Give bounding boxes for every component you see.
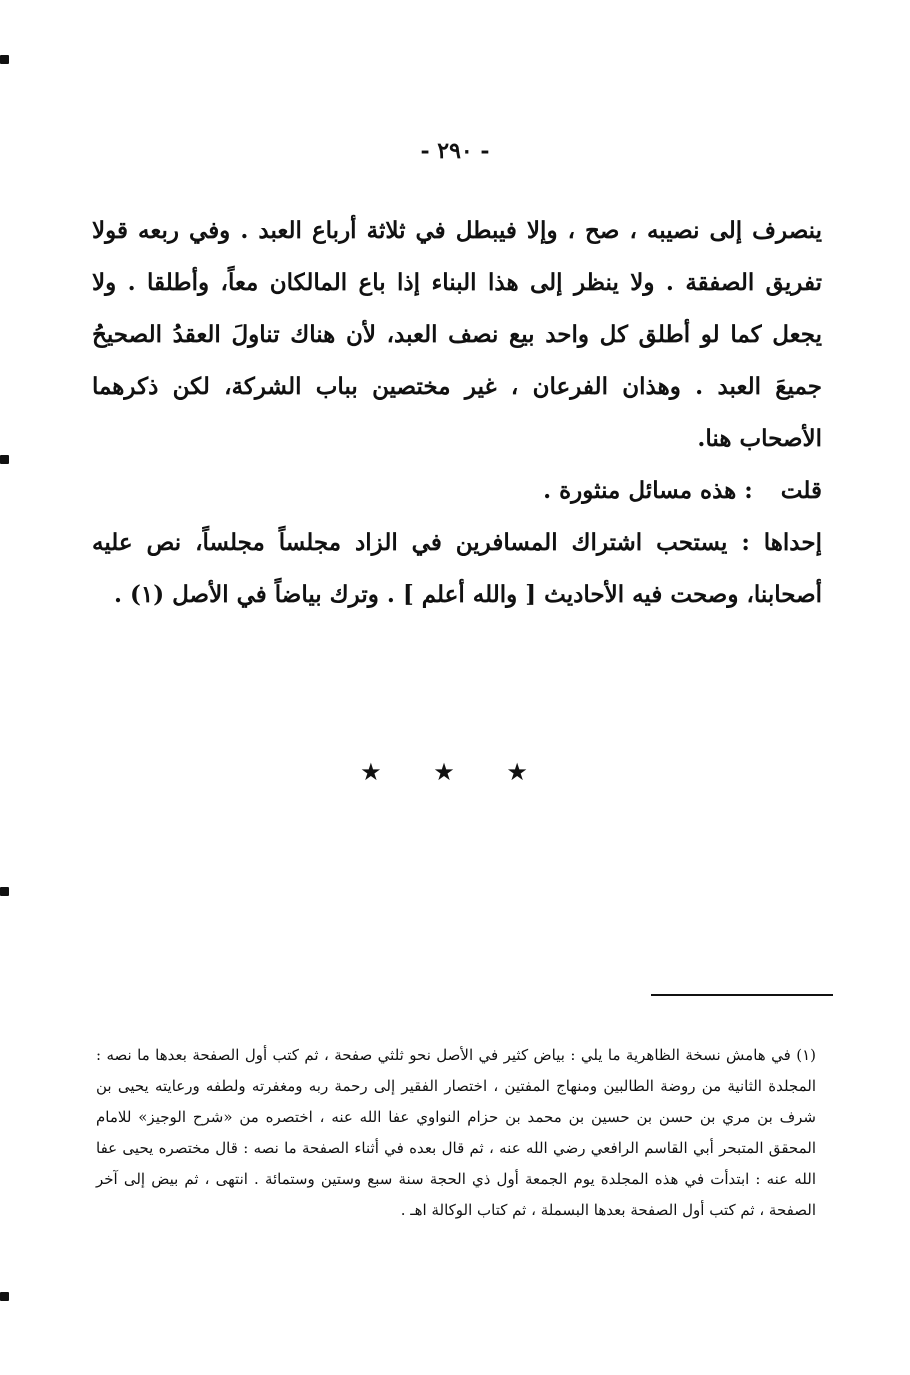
qult-text: : هذه مسائل منثورة . — [543, 477, 753, 504]
scan-edge-mark — [0, 887, 9, 896]
page-number: - ٢٩٠ - — [420, 138, 490, 164]
section-divider-stars: ★ ★ ★ — [360, 758, 550, 786]
qult-label: قلت — [780, 477, 822, 504]
scan-edge-mark — [0, 1292, 9, 1301]
footnote — [96, 1040, 816, 1226]
paragraph: ينصرف إلى نصيبه ، صح ، وإلا فيبطل في ثلاثة أرباع العبد . وفي ربعه قولا تفريق الصفقة . ولا ينظر إلى هذا البناء إذا باع المالكان معاً، وأطلقا . ولا يجعل كما لو أطلق كل واحد بيع نصف العبد، لأن هناك تناولَ العقدُ الصحيحُ جميعَ العبد . وهذان الفرعان ، غير مختصين بباب الشركة، لكن ذكرهما الأصحاب هنا. — [92, 217, 822, 452]
footnote-rule — [651, 994, 833, 996]
paragraph: إحداها : يستحب اشتراك المسافرين في الزاد مجلساً مجلساً، نص عليه أصحابنا، وصحت فيه الأحاديث [ والله أعلم ] . وترك بياضاً في الأصل (١) . — [92, 529, 822, 608]
footnote-text: (١) في هامش نسخة الظاهرية ما يلي : بياض كثير في الأصل نحو ثلثي صفحة ، ثم كتب أول الصفحة بعدها ما نصه : المجلدة الثانية من روضة الطالبين ومنهاج المفتين ، اختصار الفقير إلى رحمة ربه ومغفرته ولطفه ورعايته يحيى بن شرف بن مري بن حسن بن حسين بن محمد بن حزام النواوي عفا الله عنه ، اختصره من «شرح الوجيز» للامام المحقق المتبحر أبي القاسم الرافعي رضي الله عنه ، ثم قال بعده في أثناء الصفحة ما نصه : قال مختصره يحيى عفا الله عنه : ابتدأت في هذه المجلدة يوم الجمعة أول ذي الحجة سنة سبع وستين وستمائة . انتهى ، ثم بيض إلى آخر الصفحة ، ثم كتب أول الصفحة بعدها البسملة ، ثم كتاب الوكالة اهـ . — [96, 1046, 816, 1219]
qult-line — [92, 465, 822, 517]
scan-edge-mark — [0, 55, 9, 64]
scan-edge-mark — [0, 455, 9, 464]
main-text — [92, 205, 822, 621]
